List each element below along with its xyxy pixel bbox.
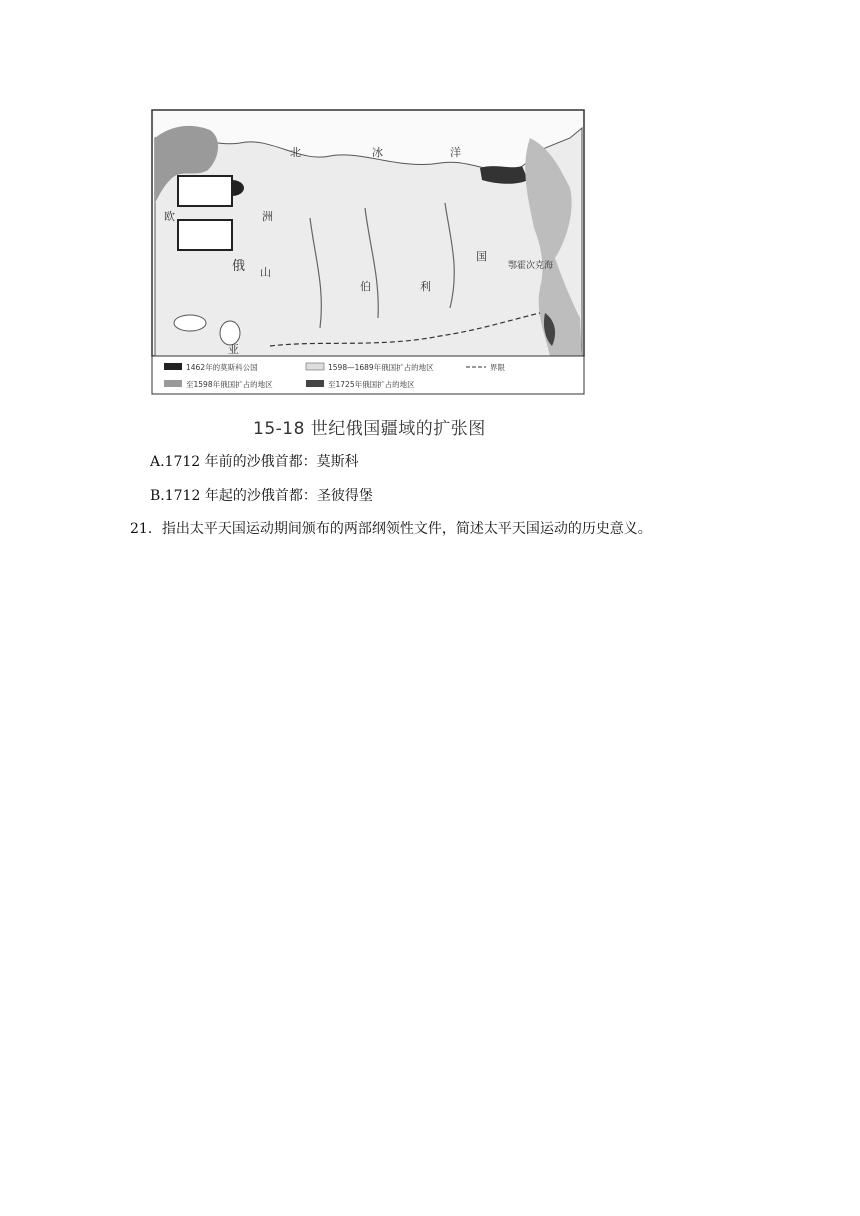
map-label-europe-2: 洲 xyxy=(262,210,273,223)
map-label-mountain: 山 xyxy=(260,266,271,279)
legend-swatch-1725 xyxy=(306,380,324,387)
east-shade xyxy=(480,166,528,184)
map-label-ice: 冰 xyxy=(372,146,383,159)
russia-expansion-map xyxy=(150,108,586,408)
map-label-europe-1: 欧 xyxy=(164,210,175,223)
option-a: A.1712 年前的沙俄首都：莫斯科 xyxy=(150,454,359,470)
legend-1725: 至1725年俄国扩占的地区 xyxy=(328,380,415,389)
map-label-siberia-2: 利 xyxy=(420,280,431,293)
map-label-siberia-1: 伯 xyxy=(360,280,371,293)
map-label-north: 北 xyxy=(290,146,301,159)
map-figure xyxy=(150,108,586,440)
legend-swatch-1462 xyxy=(164,363,182,370)
map-label-sea: 鄂霍次克海 xyxy=(508,261,554,271)
legend-1462: 1462年的莫斯科公国 xyxy=(186,363,258,372)
question-21: 21．指出太平天国运动期间颁布的两部纲领性文件，简述太平天国运动的历史意义。 xyxy=(130,521,652,537)
answer-box-2 xyxy=(178,220,232,250)
map-label-ocean: 洋 xyxy=(450,146,461,159)
legend-1598: 至1598年俄国扩占的地区 xyxy=(186,380,273,389)
legend-1598-1689: 1598—1689年俄国扩占的地区 xyxy=(328,363,434,372)
legend-swatch-1598 xyxy=(164,380,182,387)
figure-caption: 15-18 世纪俄国疆域的扩张图 xyxy=(253,419,486,439)
legend-swatch-1598-1689 xyxy=(306,363,324,370)
caspian-sea xyxy=(220,321,240,345)
map-label-russia: 俄 xyxy=(232,259,246,274)
option-b: B.1712 年起的沙俄首都：圣彼得堡 xyxy=(150,488,373,504)
map-label-asia: 亚 xyxy=(228,343,239,356)
map-label-country: 国 xyxy=(476,250,487,263)
black-sea xyxy=(174,315,206,331)
answer-box-1 xyxy=(178,176,232,206)
legend-boundary: 界限 xyxy=(490,363,505,372)
